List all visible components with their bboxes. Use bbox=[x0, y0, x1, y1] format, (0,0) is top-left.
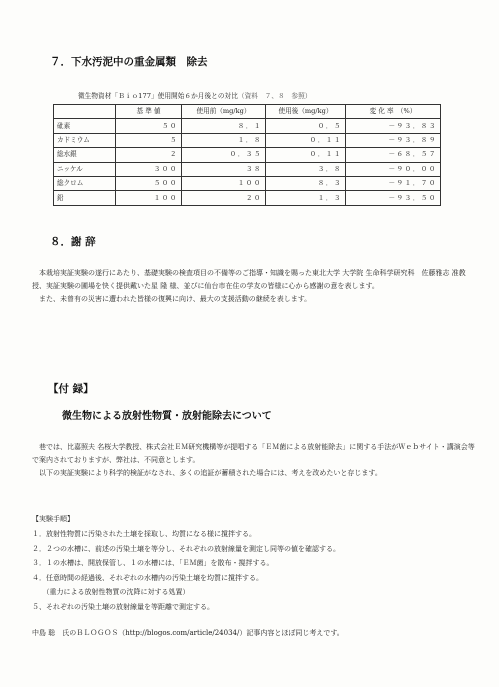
list-item: ２．２つの水槽に、前述の汚染土壌を等分し、それぞれの放射線量を測定し同等の値を確認する。 bbox=[32, 544, 340, 553]
metal-name: 総クロム bbox=[54, 176, 116, 190]
before-value: ２０ bbox=[182, 191, 266, 205]
list-item: （重力による放射性物質の沈降に対する処置） bbox=[32, 588, 190, 596]
steps-list bbox=[32, 527, 340, 614]
table-row bbox=[54, 119, 441, 133]
std-value: ５ bbox=[116, 133, 182, 147]
caption-text: 微生物資材「Ｂｉｏ177」使用開始６か月後との対比 bbox=[78, 92, 238, 100]
std-value: １００ bbox=[116, 191, 182, 205]
appendix-paragraph: 巷では、比嘉照夫 名桜大学教授、株式会社ＥＭ研究機構等が提唱する「ＥＭ菌による放射能除去」に関する手法がＷｅｂサイト・講演会等で案内されておりますが、弊社は、不同意とします。 bbox=[32, 443, 475, 464]
before-value: ８．１ bbox=[182, 119, 266, 133]
rate-value: －９０．００ bbox=[346, 162, 441, 176]
table-caption bbox=[78, 90, 311, 100]
col-header: 変 化 率 （%） bbox=[346, 105, 441, 119]
before-value: ３８ bbox=[182, 162, 266, 176]
col-header: 使用後（mg/kg） bbox=[266, 105, 346, 119]
metal-name: カドミウム bbox=[54, 133, 116, 147]
before-value: １００ bbox=[182, 176, 266, 190]
appendix-title: 微生物による放射性物質・放射能除去について bbox=[62, 411, 272, 422]
std-value: ５０ bbox=[116, 119, 182, 133]
rate-value: －９１．７０ bbox=[346, 176, 441, 190]
appendix-tag: 【付 録】 bbox=[48, 383, 94, 395]
before-value: ０．３５ bbox=[182, 148, 266, 162]
table-header-row bbox=[54, 105, 441, 119]
appendix-body bbox=[32, 441, 478, 480]
rate-value: －６８．５７ bbox=[346, 148, 441, 162]
std-value: ２ bbox=[116, 148, 182, 162]
col-header bbox=[54, 105, 116, 119]
acknowledgement-body bbox=[32, 267, 478, 306]
table-row bbox=[54, 133, 441, 147]
rate-value: －９３．８９ bbox=[346, 133, 441, 147]
heavy-metals-table bbox=[53, 104, 441, 206]
metal-name: ニッケル bbox=[54, 162, 116, 176]
after-value: ０．１１ bbox=[266, 133, 346, 147]
list-item: ４．任意時間の経過後、それぞれの水槽内の汚染土壌を均質に撹拌する。 bbox=[32, 573, 263, 582]
section7-heading: ７．下水汚泥中の重金属類 除去 bbox=[50, 56, 208, 68]
metal-name: 砒素 bbox=[54, 119, 116, 133]
list-item: １．放射性物質に汚染された土壌を採取し、均質になる様に撹拌する。 bbox=[32, 530, 256, 538]
steps-heading: 【実験手順】 bbox=[32, 515, 74, 523]
rate-value: －９３．５０ bbox=[346, 191, 441, 205]
list-item: ３．１の水槽は、開放保管し、１の水槽には、「ＥＭ菌」を散布・撹拌する。 bbox=[32, 559, 274, 567]
acknowledgement-paragraph-2: また、未曾有の災害に遭われた皆様の復興に向け、最大の支援活動の継続を表します。 bbox=[32, 295, 312, 303]
caption-note: （資料 ７、８ 参照） bbox=[237, 92, 312, 100]
col-header: 使用前（mg/kg） bbox=[182, 105, 266, 119]
footer-note: 中島 聡 氏のＢＬＯＧＯＳ（http://blogos.com/article/24034/）記事内容とほぼ同じ考えです。 bbox=[32, 629, 344, 637]
section8-heading: ８．謝 辞 bbox=[50, 236, 96, 248]
list-item: ５、それぞれの汚染土壌の放射線量を等距離で測定する。 bbox=[32, 602, 214, 611]
table-row bbox=[54, 191, 441, 205]
std-value: ５００ bbox=[116, 176, 182, 190]
after-value: ８．３ bbox=[266, 176, 346, 190]
appendix-paragraph-2: 以下の実証実験により科学的検証がなされ、多くの追証が蓄積された場合には、考えを改めたいと存じます。 bbox=[32, 469, 382, 477]
after-value: ０．５ bbox=[266, 119, 346, 133]
metal-name: 総水銀 bbox=[54, 148, 116, 162]
before-value: １．８ bbox=[182, 133, 266, 147]
table-row bbox=[54, 162, 441, 176]
metal-name: 鉛 bbox=[54, 191, 116, 205]
acknowledgement-paragraph: 本栽培実証実験の遂行にあたり、基礎実験の検査項目の不備等のご指導・知識を賜った東北大学 大学院 生命科学研究科 佐藤雅志 准教授、実証実験の圃場を快く提供戴いた星 隆 様、並びに仙台市在住の学友の皆様に心から感謝の意を表します。 bbox=[32, 269, 466, 290]
col-header: 基 準 値 bbox=[116, 105, 182, 119]
rate-value: －９３．８３ bbox=[346, 119, 441, 133]
table-row bbox=[54, 176, 441, 190]
table-row bbox=[54, 148, 441, 162]
after-value: １．３ bbox=[266, 191, 346, 205]
after-value: ３．８ bbox=[266, 162, 346, 176]
after-value: ０．１１ bbox=[266, 148, 346, 162]
std-value: ３００ bbox=[116, 162, 182, 176]
